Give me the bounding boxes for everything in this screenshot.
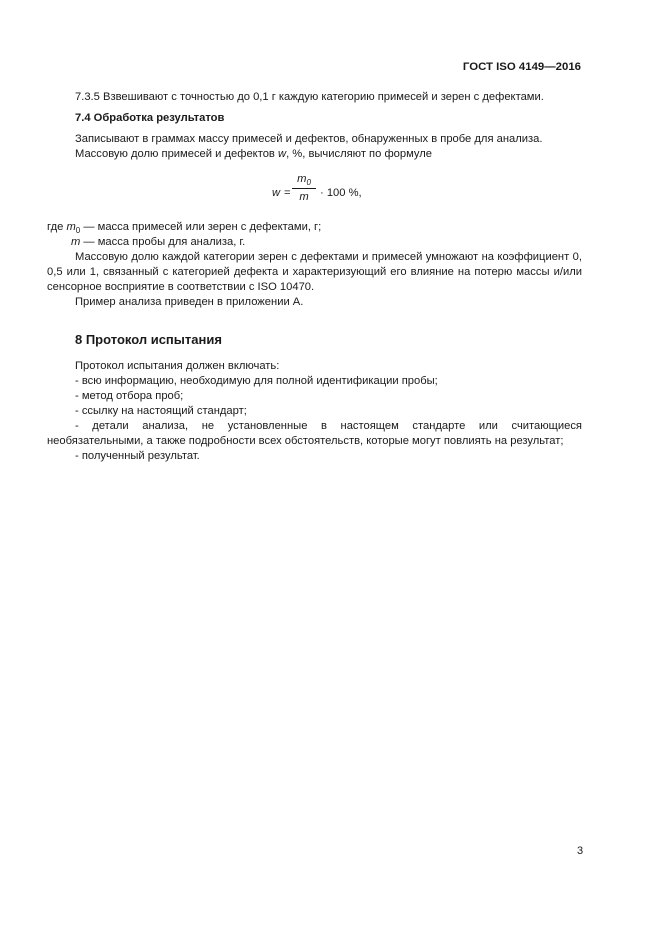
- section-7-4-title: 7.4 Обработка результатов: [75, 112, 225, 124]
- where-m0: где $m_0$ — масса примесей или зерен с дефектами, г;: [47, 221, 322, 236]
- paragraph-record-mass: Записывают в граммах массу примесей и дефектов, обнаруженных в пробе для анализа.: [75, 133, 543, 145]
- paragraph-coefficient: Массовую долю каждой категории зерен с дефектами и примесей умножают на коэффициент 0, 0,5 или 1, связанный с категорией дефекта и характеризующий его влияние на потерю массы и/или сенсорное восприятие в соответствии с ISO 10470.: [47, 251, 582, 293]
- page-number: 3: [577, 845, 584, 857]
- paragraph-mass-fraction: Массовую долю примесей и дефектов w, %, вычисляют по формуле: [75, 148, 433, 160]
- protocol-item: - ссылку на настоящий стандарт;: [75, 405, 247, 417]
- paragraph-7-3-5: 7.3.5 Взвешивают с точностью до 0,1 г каждую категорию примесей и зерен с дефектами.: [75, 91, 544, 103]
- formula-lhs: w: [272, 187, 281, 199]
- protocol-item: - метод отбора проб;: [75, 390, 184, 402]
- protocol-intro: Протокол испытания должен включать:: [75, 360, 280, 372]
- section-8-title: 8 Протокол испытания: [75, 332, 222, 347]
- document-code: ГОСТ ISO 4149—2016: [462, 61, 581, 73]
- page-content: [47, 90, 582, 464]
- formula-multiplier: · 100 %,: [320, 187, 362, 199]
- formula: [47, 170, 582, 216]
- formula-numerator: $m_0$: [297, 173, 311, 188]
- paragraph-example: Пример анализа приведен в приложении А.: [75, 296, 304, 308]
- fraction-bar: [292, 188, 316, 189]
- protocol-item: - всю информацию, необходимую для полной идентификации пробы;: [75, 375, 438, 387]
- protocol-item: - детали анализа, не установленные в настоящем стандарте или считающиеся необязательными, а также подробности всех обстоятельств, которые могут повлиять на результат;: [47, 420, 582, 447]
- protocol-item: - полученный результат.: [75, 450, 200, 462]
- where-m: m — масса пробы для анализа, г.: [71, 236, 246, 248]
- formula-denominator: m: [299, 191, 309, 203]
- formula-equals: =: [284, 187, 291, 199]
- formula-fraction: [292, 172, 316, 205]
